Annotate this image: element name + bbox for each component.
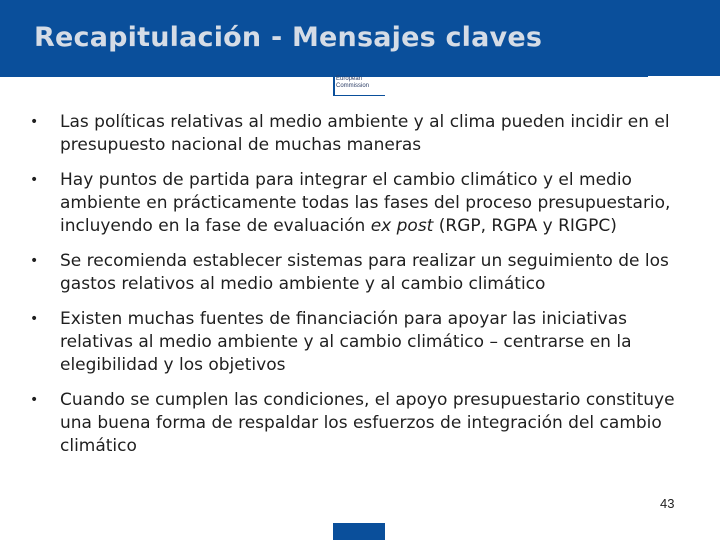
logo-text-line1: European: [336, 76, 363, 82]
bullet-icon: •: [30, 114, 39, 130]
bullet-text-part: (RGP, RGPA y RIGPC): [433, 216, 617, 236]
page-number: 43: [660, 496, 675, 511]
bullet-text-part: Hay puntos de partida para integrar el cambio climático y el medio ambiente en prácticamente todas las fases del proceso presupuestario, incluyendo en la fase de evaluación: [60, 170, 671, 236]
bullet-icon: •: [30, 172, 39, 188]
bullet-text: Las políticas relativas al medio ambiente y al clima pueden incidir en el presupuesto nacional de muchas maneras: [60, 112, 670, 155]
bullet-icon: •: [30, 253, 39, 269]
footer-flag-bar: [333, 523, 385, 540]
bullet-item: [30, 308, 698, 377]
bullet-text: [60, 170, 670, 236]
bullet-text: Existen muchas fuentes de financiación para apoyar las iniciativas relativas al medio ambiente y al cambio climático – centrarse en la elegibilidad y los objetivos: [60, 309, 632, 375]
logo-text-line2: Commission: [336, 83, 370, 89]
bullet-icon: •: [30, 392, 39, 408]
bullet-item: [30, 389, 698, 458]
bullet-text-italic: ex post: [370, 216, 434, 236]
bullet-item: [30, 250, 698, 296]
logo-bar: [333, 76, 335, 96]
slide-title: Recapitulación - Mensajes claves: [34, 22, 543, 53]
bullet-item: [30, 111, 698, 157]
bullet-text: Cuando se cumplen las condiciones, el apoyo presupuestario constituye una buena forma de respaldar los esfuerzos de integración del cambio climático: [60, 390, 675, 456]
header-rule: [0, 75, 648, 77]
key-messages-list: [30, 111, 698, 470]
slide-header: [0, 0, 720, 76]
bullet-item: [30, 169, 698, 238]
bullet-icon: •: [30, 311, 39, 327]
logo-text: [336, 76, 369, 90]
european-commission-logo: [333, 76, 385, 98]
bullet-text: Se recomienda establecer sistemas para realizar un seguimiento de los gastos relativos al medio ambiente y al cambio climático: [60, 251, 669, 294]
logo-underline: [333, 95, 385, 96]
